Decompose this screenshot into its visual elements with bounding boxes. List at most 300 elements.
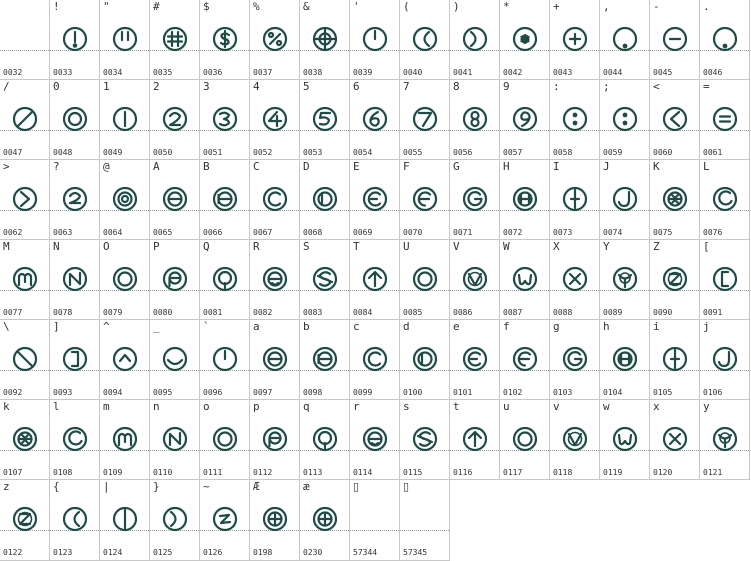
glyph-code-label: 0092 <box>3 388 23 397</box>
glyph-cell <box>0 160 50 240</box>
glyph-char-label: E <box>353 160 360 173</box>
glyph-cell <box>300 400 350 480</box>
glyph-code-label: 0074 <box>603 228 623 237</box>
missing-glyph-box: ▯ <box>403 480 410 493</box>
glyph-char-label: | <box>103 480 110 493</box>
glyph-Q-icon <box>212 266 238 292</box>
glyph-code-label: 0198 <box>253 548 273 557</box>
glyph-char-label: : <box>553 80 560 93</box>
glyph-code-label: 0112 <box>253 468 273 477</box>
glyph-X-icon <box>562 266 588 292</box>
glyph-char-label: C <box>253 160 260 173</box>
glyph-code-label: 0095 <box>153 388 173 397</box>
glyph-five-icon <box>312 106 338 132</box>
glyph-code-label: 0101 <box>453 388 473 397</box>
glyph-cell <box>350 320 400 400</box>
glyph-cell <box>500 80 550 160</box>
glyph-char-label: t <box>453 400 460 413</box>
glyph-char-label: l <box>53 400 60 413</box>
glyph-M-icon <box>12 266 38 292</box>
glyph-cell <box>650 0 700 80</box>
glyph-B-icon <box>212 186 238 212</box>
glyph-cell <box>400 320 450 400</box>
glyph-Z-icon <box>662 266 688 292</box>
glyph-code-label: 0080 <box>153 308 173 317</box>
glyph-code-label: 0110 <box>153 468 173 477</box>
glyph-code-label: 0103 <box>553 388 573 397</box>
glyph-char-label: 7 <box>403 80 410 93</box>
glyph-paren-r-icon <box>462 26 488 52</box>
glyph-bracket-r-icon <box>62 346 88 372</box>
glyph-quote-icon <box>112 26 138 52</box>
glyph-char-label: $ <box>203 0 210 13</box>
glyph-six-icon <box>362 106 388 132</box>
glyph-cell <box>450 160 500 240</box>
glyph-code-label: 0068 <box>303 228 323 237</box>
glyph-amp-icon <box>312 26 338 52</box>
glyph-at-icon <box>112 186 138 212</box>
glyph-char-label: ' <box>353 0 360 13</box>
glyph-char-label: ( <box>403 0 410 13</box>
glyph-code-label: 0075 <box>653 228 673 237</box>
glyph-char-label: # <box>153 0 160 13</box>
glyph-char-label: [ <box>703 240 710 253</box>
glyph-cell <box>50 160 100 240</box>
glyph-apos-icon <box>362 26 388 52</box>
glyph-code-label: 0070 <box>403 228 423 237</box>
glyph-char-label: j <box>703 320 710 333</box>
glyph-three-icon <box>212 106 238 132</box>
glyph-cell <box>600 160 650 240</box>
glyph-Z-icon <box>12 506 38 532</box>
glyph-code-label: 0099 <box>353 388 373 397</box>
glyph-cell <box>250 480 300 561</box>
glyph-I-icon <box>562 186 588 212</box>
glyph-char-label: Y <box>603 240 610 253</box>
glyph-code-label: 0102 <box>503 388 523 397</box>
glyph-cell <box>150 0 200 80</box>
glyph-code-label: 0122 <box>3 548 23 557</box>
glyph-code-label: 0106 <box>703 388 723 397</box>
glyph-cell <box>150 240 200 320</box>
baseline-guide <box>0 50 49 51</box>
glyph-char-label: ] <box>53 320 60 333</box>
glyph-paren-l-icon <box>412 26 438 52</box>
glyph-code-label: 0087 <box>503 308 523 317</box>
glyph-char-label: y <box>703 400 710 413</box>
glyph-Y-icon <box>712 426 738 452</box>
glyph-cell <box>200 320 250 400</box>
glyph-B-icon <box>312 346 338 372</box>
glyph-code-label: 0111 <box>203 468 223 477</box>
glyph-brace-l-icon <box>62 506 88 532</box>
glyph-cell <box>100 240 150 320</box>
glyph-N-icon <box>62 266 88 292</box>
glyph-period-icon <box>712 26 738 52</box>
glyph-cell <box>650 240 700 320</box>
glyph-four-icon <box>262 106 288 132</box>
glyph-code-label: 0104 <box>603 388 623 397</box>
glyph-cell <box>150 480 200 561</box>
glyph-char-label: 5 <box>303 80 310 93</box>
glyph-char-label: & <box>303 0 310 13</box>
glyph-char-label: Z <box>653 240 660 253</box>
glyph-W-icon <box>612 426 638 452</box>
glyph-code-label: 0032 <box>3 68 23 77</box>
glyph-cell <box>550 400 600 480</box>
glyph-code-label: 0048 <box>53 148 73 157</box>
glyph-cell <box>350 80 400 160</box>
glyph-K-icon <box>662 186 688 212</box>
glyph-K-icon <box>12 426 38 452</box>
glyph-cell <box>300 160 350 240</box>
glyph-code-label: 0033 <box>53 68 73 77</box>
glyph-brace-r-icon <box>162 506 188 532</box>
glyph-P-icon <box>162 266 188 292</box>
glyph-char-label: d <box>403 320 410 333</box>
baseline-guide <box>400 530 449 531</box>
glyph-cell <box>250 400 300 480</box>
glyph-cell <box>200 0 250 80</box>
glyph-R-icon <box>362 426 388 452</box>
glyph-F-icon <box>412 186 438 212</box>
glyph-char-label: v <box>553 400 560 413</box>
glyph-cell <box>600 80 650 160</box>
glyph-code-label: 0052 <box>253 148 273 157</box>
glyph-char-label: 4 <box>253 80 260 93</box>
glyph-U-icon <box>412 266 438 292</box>
glyph-code-label: 0043 <box>553 68 573 77</box>
glyph-cell <box>500 0 550 80</box>
glyph-percent-icon <box>262 26 288 52</box>
glyph-char-label: M <box>3 240 10 253</box>
glyph-code-label: 0056 <box>453 148 473 157</box>
glyph-cell <box>50 480 100 561</box>
glyph-char-label: O <box>103 240 110 253</box>
glyph-cell <box>600 400 650 480</box>
glyph-exclam-icon <box>62 26 88 52</box>
glyph-code-label: 0109 <box>103 468 123 477</box>
glyph-bracket-l-icon <box>712 266 738 292</box>
glyph-E-icon <box>362 186 388 212</box>
glyph-code-label: 0054 <box>353 148 373 157</box>
glyph-char-label: P <box>153 240 160 253</box>
glyph-underscore-icon <box>162 346 188 372</box>
glyph-char-label: Æ <box>253 480 260 493</box>
glyph-cell <box>0 0 50 80</box>
glyph-code-label: 0038 <box>303 68 323 77</box>
glyph-O-icon <box>112 266 138 292</box>
glyph-code-label: 0050 <box>153 148 173 157</box>
glyph-char-label: N <box>53 240 60 253</box>
glyph-N-icon <box>162 426 188 452</box>
glyph-two-icon <box>162 106 188 132</box>
glyph-char-label: b <box>303 320 310 333</box>
glyph-char-label: G <box>453 160 460 173</box>
glyph-cell <box>700 0 750 80</box>
glyph-char-label: s <box>403 400 410 413</box>
glyph-code-label: 0230 <box>303 548 323 557</box>
glyph-code-label: 0115 <box>403 468 423 477</box>
glyph-eight-icon <box>462 106 488 132</box>
glyph-cell <box>50 240 100 320</box>
glyph-char-label: Q <box>203 240 210 253</box>
glyph-code-label: 0059 <box>603 148 623 157</box>
glyph-char-label: > <box>3 160 10 173</box>
glyph-cell <box>550 240 600 320</box>
glyph-nine-icon <box>512 106 538 132</box>
glyph-char-label: u <box>503 400 510 413</box>
glyph-D-icon <box>412 346 438 372</box>
glyph-code-label: 0076 <box>703 228 723 237</box>
glyph-code-label: 0071 <box>453 228 473 237</box>
glyph-char-label: " <box>103 0 110 13</box>
glyph-code-label: 0036 <box>203 68 223 77</box>
glyph-tilde-icon <box>212 506 238 532</box>
glyph-H-icon <box>512 186 538 212</box>
glyph-code-label: 0105 <box>653 388 673 397</box>
glyph-code-label: 0040 <box>403 68 423 77</box>
glyph-char-label: . <box>703 0 710 13</box>
glyph-char-label: 6 <box>353 80 360 93</box>
glyph-cell <box>500 240 550 320</box>
glyph-char-label: ? <box>53 160 60 173</box>
glyph-less-icon <box>662 106 688 132</box>
glyph-char-label: o <box>203 400 210 413</box>
glyph-code-label: 0072 <box>503 228 523 237</box>
glyph-A-icon <box>262 346 288 372</box>
glyph-cell <box>100 480 150 561</box>
glyph-code-label: 0120 <box>653 468 673 477</box>
glyph-S-icon <box>412 426 438 452</box>
glyph-code-label: 57344 <box>353 548 378 557</box>
glyph-S-icon <box>312 266 338 292</box>
glyph-char-label: m <box>103 400 110 413</box>
glyph-char-label: ~ <box>203 480 210 493</box>
glyph-code-label: 0116 <box>453 468 473 477</box>
glyph-code-label: 0090 <box>653 308 673 317</box>
glyph-char-label: A <box>153 160 160 173</box>
glyph-code-label: 0079 <box>103 308 123 317</box>
glyph-cell <box>100 80 150 160</box>
glyph-char-label: 2 <box>153 80 160 93</box>
glyph-code-label: 0086 <box>453 308 473 317</box>
glyph-cell <box>600 240 650 320</box>
glyph-code-label: 0037 <box>253 68 273 77</box>
glyph-char-label: - <box>653 0 660 13</box>
glyph-C-icon <box>362 346 388 372</box>
glyph-semicolon-icon <box>612 106 638 132</box>
glyph-cell <box>250 80 300 160</box>
glyph-char-label: a <box>253 320 260 333</box>
glyph-equal-icon <box>712 106 738 132</box>
glyph-P-icon <box>262 426 288 452</box>
glyph-char-label: \ <box>3 320 10 333</box>
glyph-code-label: 0091 <box>703 308 723 317</box>
glyph-cell <box>400 160 450 240</box>
glyph-char-label: , <box>603 0 610 13</box>
glyph-cell <box>0 240 50 320</box>
glyph-code-label: 0081 <box>203 308 223 317</box>
glyph-V-icon <box>462 266 488 292</box>
glyph-cell <box>350 160 400 240</box>
glyph-code-label: 0098 <box>303 388 323 397</box>
glyph-bar-icon <box>112 506 138 532</box>
glyph-O-icon <box>212 426 238 452</box>
glyph-cell <box>300 80 350 160</box>
glyph-I-icon <box>662 346 688 372</box>
glyph-char-label: L <box>703 160 710 173</box>
glyph-code-label: 0094 <box>103 388 123 397</box>
glyph-cell <box>250 160 300 240</box>
glyph-E-icon <box>462 346 488 372</box>
glyph-AE-icon <box>312 506 338 532</box>
glyph-cell <box>100 0 150 80</box>
glyph-cell <box>150 320 200 400</box>
glyph-C-icon <box>262 186 288 212</box>
glyph-code-label: 0107 <box>3 468 23 477</box>
glyph-cell <box>400 240 450 320</box>
glyph-code-label: 0082 <box>253 308 273 317</box>
glyph-char-label: 9 <box>503 80 510 93</box>
glyph-code-label: 0057 <box>503 148 523 157</box>
glyph-char-label: r <box>353 400 360 413</box>
glyph-code-label: 0066 <box>203 228 223 237</box>
missing-glyph-box: ▯ <box>353 480 360 493</box>
glyph-code-label: 0067 <box>253 228 273 237</box>
glyph-code-label: 0049 <box>103 148 123 157</box>
glyph-code-label: 0044 <box>603 68 623 77</box>
glyph-cell <box>50 320 100 400</box>
glyph-cell <box>700 80 750 160</box>
glyph-code-label: 0118 <box>553 468 573 477</box>
glyph-L-icon <box>712 186 738 212</box>
glyph-char-label: i <box>653 320 660 333</box>
glyph-char-label: } <box>153 480 160 493</box>
glyph-char-label: x <box>653 400 660 413</box>
glyph-char-label: F <box>403 160 410 173</box>
glyph-code-label: 0123 <box>53 548 73 557</box>
glyph-code-label: 0034 <box>103 68 123 77</box>
glyph-code-label: 0073 <box>553 228 573 237</box>
glyph-code-label: 0051 <box>203 148 223 157</box>
glyph-code-label: 0058 <box>553 148 573 157</box>
glyph-code-label: 0062 <box>3 228 23 237</box>
glyph-cell <box>350 0 400 80</box>
glyph-X-icon <box>662 426 688 452</box>
glyph-L-icon <box>62 426 88 452</box>
glyph-cell <box>700 320 750 400</box>
glyph-char-label: J <box>603 160 610 173</box>
glyph-T-icon <box>362 266 388 292</box>
glyph-code-label: 0035 <box>153 68 173 77</box>
glyph-code-label: 0117 <box>503 468 523 477</box>
glyph-char-label: X <box>553 240 560 253</box>
glyph-char-label: 8 <box>453 80 460 93</box>
glyph-caret-icon <box>112 346 138 372</box>
glyph-AE-icon <box>262 506 288 532</box>
glyph-cell <box>700 400 750 480</box>
glyph-char-label: H <box>503 160 510 173</box>
glyph-star-icon <box>512 26 538 52</box>
glyph-code-label: 0061 <box>703 148 723 157</box>
glyph-cell <box>700 240 750 320</box>
glyph-plus-icon <box>562 26 588 52</box>
glyph-cell <box>150 400 200 480</box>
glyph-V-icon <box>562 426 588 452</box>
glyph-cell <box>200 80 250 160</box>
glyph-hash-icon <box>162 26 188 52</box>
glyph-cell <box>150 80 200 160</box>
glyph-cell <box>550 320 600 400</box>
glyph-H-icon <box>612 346 638 372</box>
glyph-char-label: q <box>303 400 310 413</box>
glyph-char-label: ` <box>203 320 210 333</box>
glyph-char-label: h <box>603 320 610 333</box>
glyph-Q-icon <box>312 426 338 452</box>
glyph-code-label: 0083 <box>303 308 323 317</box>
glyph-cell <box>600 320 650 400</box>
glyph-cell <box>300 320 350 400</box>
glyph-char-label: I <box>553 160 560 173</box>
glyph-char-label: c <box>353 320 360 333</box>
glyph-code-label: 0078 <box>53 308 73 317</box>
glyph-cell <box>300 240 350 320</box>
glyph-code-label: 0046 <box>703 68 723 77</box>
glyph-code-label: 0100 <box>403 388 423 397</box>
glyph-cell <box>150 160 200 240</box>
glyph-cell <box>50 0 100 80</box>
glyph-J-icon <box>712 346 738 372</box>
glyph-slash-icon <box>12 106 38 132</box>
glyph-code-label: 0113 <box>303 468 323 477</box>
glyph-T-icon <box>462 426 488 452</box>
glyph-cell <box>550 80 600 160</box>
glyph-code-label: 0097 <box>253 388 273 397</box>
glyph-backslash-icon <box>12 346 38 372</box>
glyph-minus-icon <box>662 26 688 52</box>
glyph-code-label: 0089 <box>603 308 623 317</box>
glyph-code-label: 0125 <box>153 548 173 557</box>
glyph-M-icon <box>112 426 138 452</box>
glyph-cell <box>450 400 500 480</box>
glyph-char-label: ; <box>603 80 610 93</box>
glyph-cell <box>100 400 150 480</box>
baseline-guide <box>350 530 399 531</box>
glyph-J-icon <box>612 186 638 212</box>
glyph-cell <box>0 320 50 400</box>
glyph-cell <box>300 0 350 80</box>
glyph-cell <box>0 80 50 160</box>
glyph-cell <box>550 160 600 240</box>
glyph-cell <box>400 0 450 80</box>
glyph-cell <box>250 320 300 400</box>
glyph-cell <box>200 240 250 320</box>
glyph-code-label: 0096 <box>203 388 223 397</box>
glyph-cell <box>0 400 50 480</box>
glyph-char-label: < <box>653 80 660 93</box>
glyph-char-label: * <box>503 0 510 13</box>
glyph-char-label: K <box>653 160 660 173</box>
glyph-cell <box>400 400 450 480</box>
glyph-char-label: n <box>153 400 160 413</box>
glyph-code-label: 0064 <box>103 228 123 237</box>
glyph-cell <box>50 400 100 480</box>
glyph-cell <box>0 480 50 561</box>
glyph-char-label: U <box>403 240 410 253</box>
glyph-code-label: 0114 <box>353 468 373 477</box>
glyph-question-icon <box>62 186 88 212</box>
